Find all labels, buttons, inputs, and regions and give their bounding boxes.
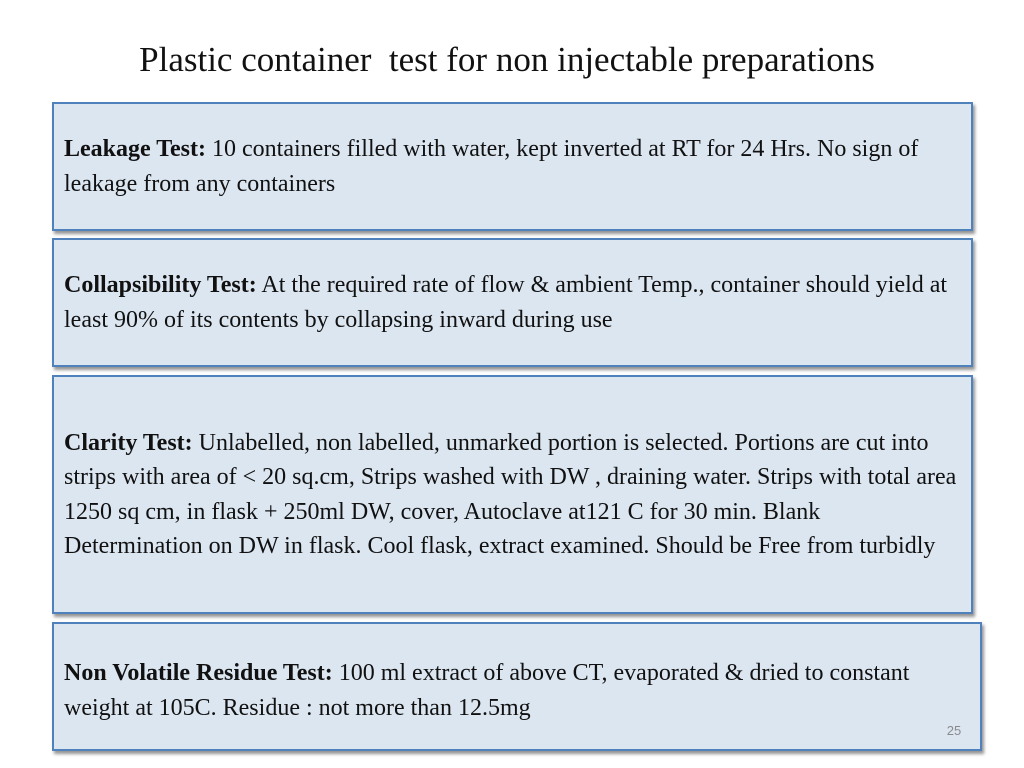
clarity-test-term: Clarity Test: — [64, 429, 193, 456]
clarity-test-description: Unlabelled, non labelled, unmarked portion is selected. Portions are cut into strips with area of < 20 sq.cm, Strips washed with DW , draining water. Strips with total area 1250 sq cm, in flask + 250ml DW, cover, Autoclave at121 C for 30 min. Blank Determination on DW in flask. Cool flask, extract examined. Should be Free from turbidly — [64, 429, 957, 559]
non-volatile-residue-test-term: Non Volatile Residue Test: — [64, 660, 333, 686]
page-number: 25 — [946, 723, 962, 738]
non-volatile-residue-test-box — [52, 622, 982, 751]
clarity-test-box — [52, 375, 973, 614]
clarity-test-text — [64, 426, 961, 564]
leakage-test-box — [52, 102, 973, 231]
non-volatile-residue-test-text — [64, 656, 970, 725]
leakage-test-text — [64, 132, 961, 201]
leakage-test-description: 10 containers filled with water, kept inverted at RT for 24 Hrs. No sign of leakage from any containers — [64, 136, 919, 197]
collapsibility-test-term: Collapsibility Test: — [64, 272, 257, 298]
slide-title: Plastic container test for non injectable preparations — [139, 40, 875, 79]
leakage-test-term: Leakage Test: — [64, 136, 207, 162]
non-volatile-residue-test-description: 100 ml extract of above CT, evaporated & dried to constant weight at 105C. Residue : not more than 12.5mg — [64, 660, 910, 721]
collapsibility-test-box — [52, 238, 973, 367]
collapsibility-test-description: At the required rate of flow & ambient Temp., container should yield at least 90% of its contents by collapsing inward during use — [64, 272, 948, 333]
collapsibility-test-text — [64, 268, 961, 337]
